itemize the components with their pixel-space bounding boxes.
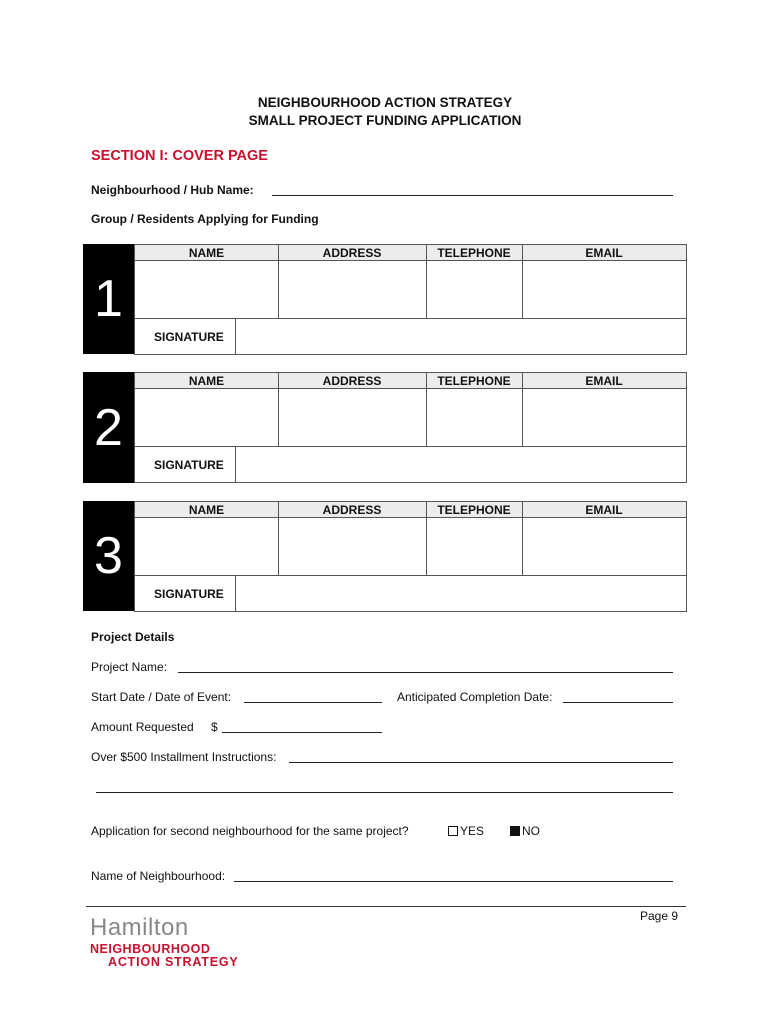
applicant-block-2	[134, 372, 687, 483]
hamilton-logo-wordmark: Hamilton	[90, 914, 189, 941]
project-details-heading: Project Details	[91, 630, 175, 644]
applicant-number-1: 1	[83, 244, 134, 354]
col-address-header: ADDRESS	[278, 373, 426, 389]
signature-row	[135, 446, 686, 483]
col-name-header: NAME	[135, 502, 278, 518]
col-telephone-header: TELEPHONE	[426, 373, 522, 389]
column-divider	[522, 245, 523, 318]
yes-label: YES	[460, 824, 485, 838]
signature-divider	[235, 447, 236, 483]
column-divider	[522, 502, 523, 575]
signature-label: SIGNATURE	[154, 330, 224, 344]
neighbourhood-name-field[interactable]	[234, 881, 673, 882]
applicant-block-1	[134, 244, 687, 355]
applicant-number-3: 3	[83, 501, 134, 611]
signature-row	[135, 318, 686, 355]
column-divider	[426, 373, 427, 446]
column-divider	[426, 245, 427, 318]
column-divider	[278, 245, 279, 318]
project-name-label: Project Name:	[91, 660, 168, 674]
no-checkbox[interactable]	[510, 826, 520, 836]
no-label: NO	[522, 824, 540, 838]
form-title-line2: SMALL PROJECT FUNDING APPLICATION	[248, 113, 522, 128]
completion-date-field[interactable]	[563, 702, 673, 703]
form-title-line1: NEIGHBOURHOOD ACTION STRATEGY	[257, 95, 513, 110]
col-email-header: EMAIL	[522, 245, 686, 261]
group-label: Group / Residents Applying for Funding	[91, 212, 319, 226]
page-number: Page 9	[640, 909, 679, 923]
column-divider	[278, 373, 279, 446]
col-address-header: ADDRESS	[278, 502, 426, 518]
start-date-field[interactable]	[244, 702, 382, 703]
currency-symbol: $	[211, 720, 218, 734]
yes-checkbox[interactable]	[448, 826, 458, 836]
col-address-header: ADDRESS	[278, 245, 426, 261]
column-divider	[522, 373, 523, 446]
signature-divider	[235, 576, 236, 612]
logo-action-strategy-text: ACTION STRATEGY	[108, 955, 239, 969]
hub-name-label: Neighbourhood / Hub Name:	[91, 183, 254, 197]
amount-requested-field[interactable]	[222, 732, 382, 733]
col-telephone-header: TELEPHONE	[426, 502, 522, 518]
installment-field-continued[interactable]	[96, 792, 673, 793]
section-title: SECTION I: COVER PAGE	[91, 148, 268, 164]
col-name-header: NAME	[135, 245, 278, 261]
signature-label: SIGNATURE	[154, 587, 224, 601]
start-date-label: Start Date / Date of Event:	[91, 690, 232, 704]
no-option[interactable]	[510, 824, 540, 838]
column-divider	[426, 502, 427, 575]
signature-divider	[235, 319, 236, 355]
yes-option[interactable]	[448, 824, 484, 838]
neighbourhood-name-label: Name of Neighbourhood:	[91, 869, 226, 883]
amount-requested-label: Amount Requested	[91, 720, 194, 734]
footer-divider	[86, 906, 686, 907]
applicant-block-3	[134, 501, 687, 612]
logo-neighbourhood-text: NEIGHBOURHOOD	[90, 942, 211, 956]
col-email-header: EMAIL	[522, 373, 686, 389]
second-neighbourhood-question: Application for second neighbourhood for the same project?	[91, 824, 409, 838]
installment-field[interactable]	[289, 762, 673, 763]
hub-name-field[interactable]	[272, 195, 673, 196]
column-divider	[278, 502, 279, 575]
completion-date-label: Anticipated Completion Date:	[397, 690, 553, 704]
col-email-header: EMAIL	[522, 502, 686, 518]
signature-row	[135, 575, 686, 612]
applicant-number-2: 2	[83, 372, 134, 483]
col-telephone-header: TELEPHONE	[426, 245, 522, 261]
installment-label: Over $500 Installment Instructions:	[91, 750, 277, 764]
signature-label: SIGNATURE	[154, 458, 224, 472]
col-name-header: NAME	[135, 373, 278, 389]
project-name-field[interactable]	[178, 672, 673, 673]
